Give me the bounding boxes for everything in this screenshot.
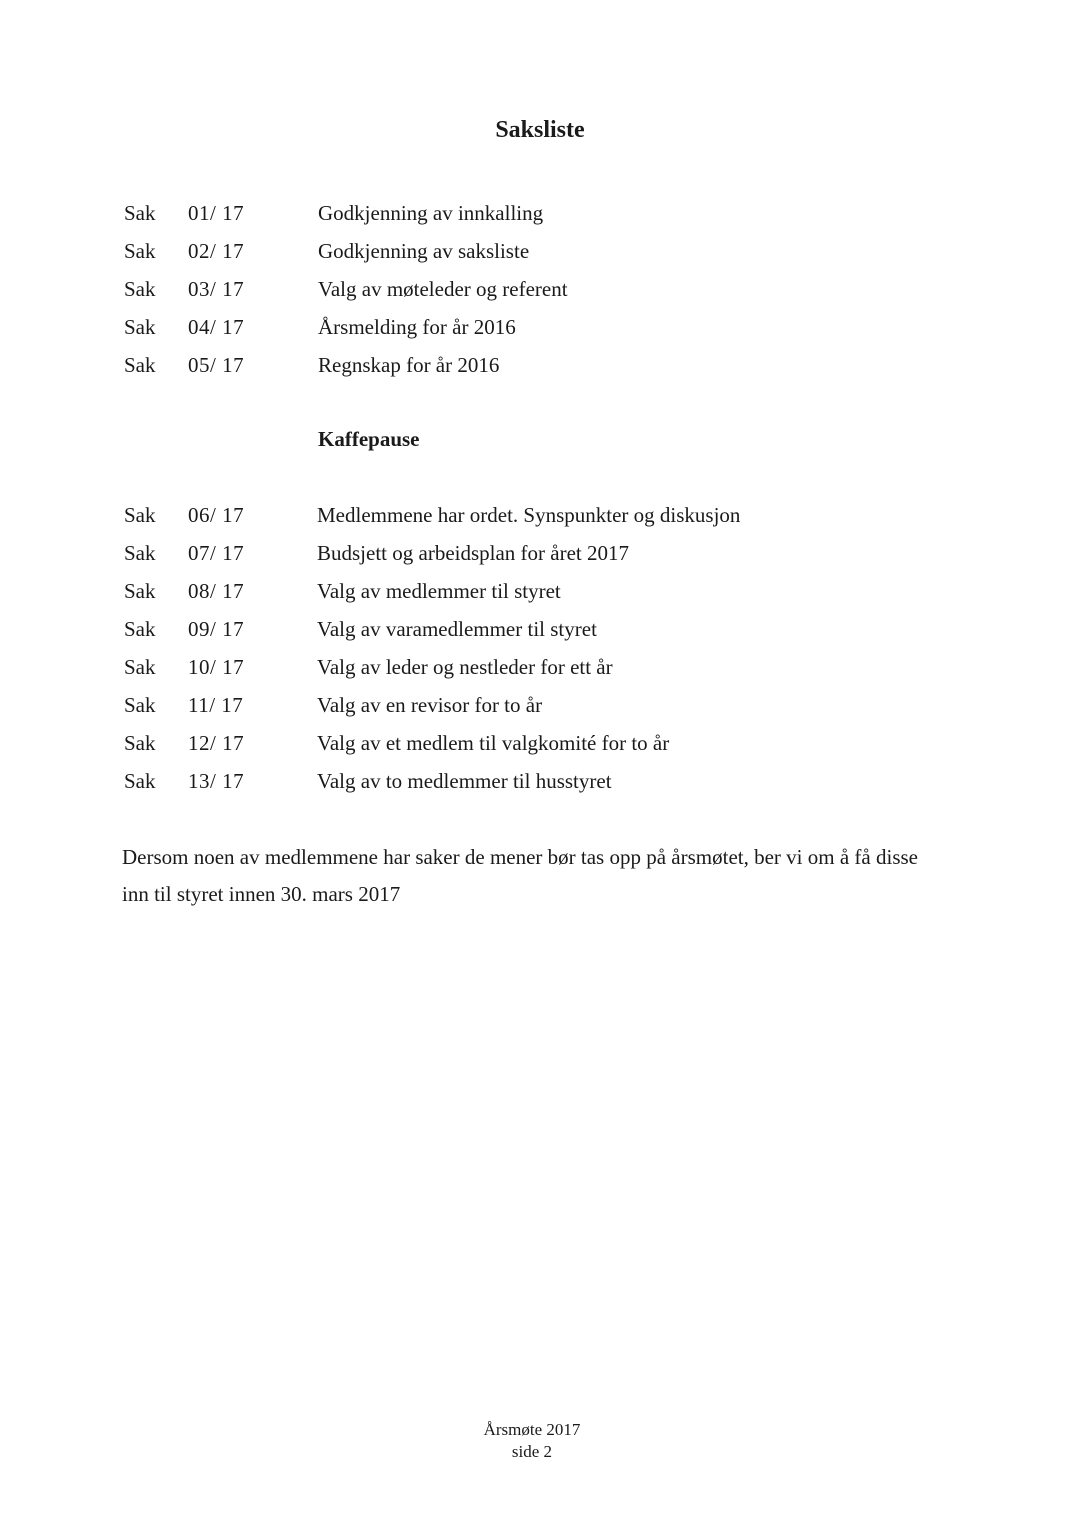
item-prefix: Sak	[124, 693, 156, 717]
item-prefix: Sak	[124, 541, 156, 565]
item-text: Årsmelding for år 2016	[318, 315, 516, 339]
item-text: Regnskap for år 2016	[318, 353, 500, 377]
agenda-item	[124, 274, 568, 312]
page-title: Saksliste	[495, 117, 585, 143]
item-number: 03/ 17	[188, 277, 245, 301]
item-number: 08/ 17	[188, 579, 245, 603]
agenda-item	[124, 500, 740, 538]
agenda-item	[124, 652, 740, 690]
agenda-list-part2	[124, 500, 740, 804]
item-text: Valg av medlemmer til styret	[317, 579, 561, 603]
item-text: Valg av varamedlemmer til styret	[317, 617, 597, 641]
item-prefix: Sak	[124, 769, 156, 793]
item-prefix: Sak	[124, 277, 156, 301]
item-prefix: Sak	[124, 503, 156, 527]
item-prefix: Sak	[124, 239, 156, 263]
item-number: 05/ 17	[188, 353, 245, 377]
item-number: 12/ 17	[188, 731, 245, 755]
item-number: 01/ 17	[188, 201, 245, 225]
agenda-item	[124, 538, 740, 576]
item-number: 04/ 17	[188, 315, 245, 339]
item-prefix: Sak	[124, 655, 156, 679]
item-text: Valg av en revisor for to år	[317, 693, 543, 717]
item-prefix: Sak	[124, 579, 156, 603]
agenda-item	[124, 690, 740, 728]
item-text: Godkjenning av saksliste	[318, 239, 530, 263]
item-number: 10/ 17	[188, 655, 245, 679]
agenda-item	[124, 614, 740, 652]
item-number: 13/ 17	[188, 769, 245, 793]
agenda-item	[124, 576, 740, 614]
item-prefix: Sak	[124, 617, 156, 641]
agenda-item	[124, 312, 568, 350]
footer-page-number: side 2	[511, 1442, 553, 1461]
agenda-list-part1	[124, 198, 568, 388]
item-number: 09/ 17	[188, 617, 245, 641]
item-text: Budsjett og arbeidsplan for året 2017	[317, 541, 630, 565]
item-number: 11/ 17	[188, 693, 244, 717]
page-footer	[0, 1419, 1064, 1463]
item-prefix: Sak	[124, 353, 156, 377]
item-prefix: Sak	[124, 315, 156, 339]
agenda-item	[124, 350, 568, 388]
item-text: Medlemmene har ordet. Synspunkter og diskusjon	[317, 503, 741, 527]
agenda-item	[124, 766, 740, 804]
item-number: 07/ 17	[188, 541, 245, 565]
item-text: Godkjenning av innkalling	[318, 201, 544, 225]
agenda-item	[124, 198, 568, 236]
item-text: Valg av et medlem til valgkomité for to år	[317, 731, 670, 755]
agenda-item	[124, 728, 740, 766]
item-text: Valg av to medlemmer til husstyret	[317, 769, 612, 793]
item-text: Valg av leder og nestleder for ett år	[317, 655, 613, 679]
item-number: 06/ 17	[188, 503, 245, 527]
item-text: Valg av møteleder og referent	[318, 277, 568, 301]
item-prefix: Sak	[124, 731, 156, 755]
item-number: 02/ 17	[188, 239, 245, 263]
item-prefix: Sak	[124, 201, 156, 225]
agenda-item	[124, 236, 568, 274]
break-heading: Kaffepause	[318, 427, 420, 451]
footer-meeting-title: Årsmøte 2017	[483, 1420, 581, 1439]
submission-note: Dersom noen av medlemmene har saker de mener bør tas opp på årsmøtet, ber vi om å få disse inn til styret innen 30. mars 2017	[122, 845, 918, 906]
